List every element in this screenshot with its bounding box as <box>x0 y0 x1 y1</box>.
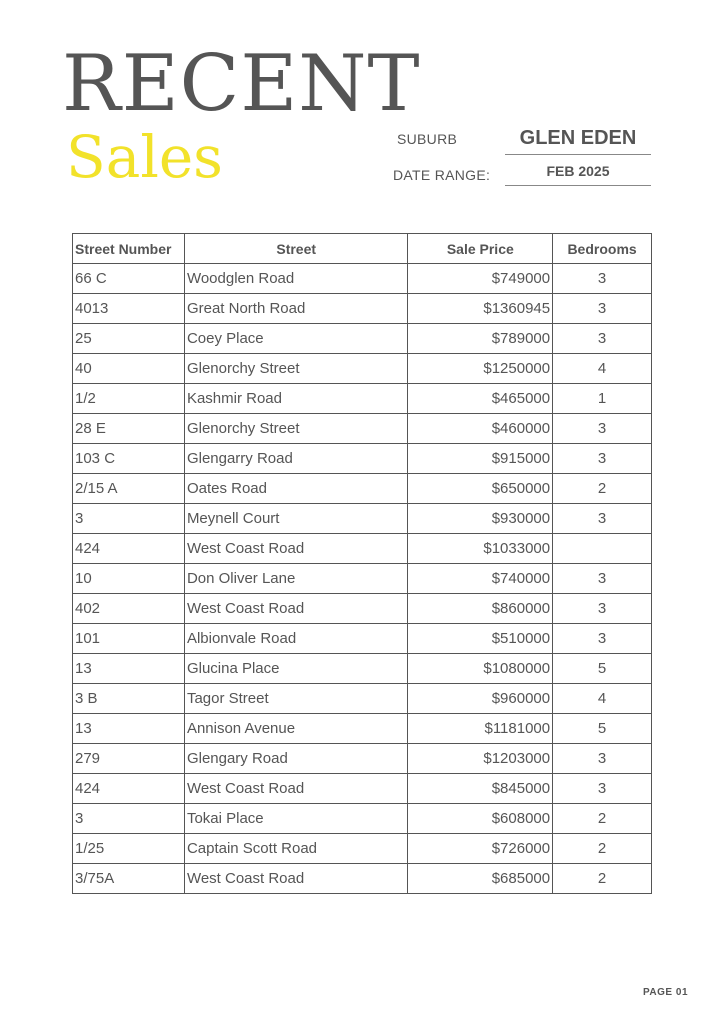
street-cell: Captain Scott Road <box>184 834 408 864</box>
street-number-cell: 13 <box>73 654 185 684</box>
table-row <box>73 444 652 474</box>
sale-price-cell: $726000 <box>408 834 553 864</box>
sale-price-cell: $1080000 <box>408 654 553 684</box>
sale-price-cell: $1250000 <box>408 354 553 384</box>
street-cell: West Coast Road <box>184 864 408 894</box>
sale-price-cell: $789000 <box>408 324 553 354</box>
bedrooms-cell: 3 <box>553 624 652 654</box>
sale-price-cell: $1360945 <box>408 294 553 324</box>
page-number: PAGE 01 <box>643 987 688 998</box>
street-cell: Great North Road <box>184 294 408 324</box>
street-cell: Meynell Court <box>184 504 408 534</box>
street-cell: Glengary Road <box>184 744 408 774</box>
header-street: Street <box>184 234 408 264</box>
sale-price-cell: $465000 <box>408 384 553 414</box>
street-cell: West Coast Road <box>184 534 408 564</box>
street-number-cell: 66 C <box>73 264 185 294</box>
table-row <box>73 834 652 864</box>
street-number-cell: 25 <box>73 324 185 354</box>
table-row <box>73 744 652 774</box>
bedrooms-cell: 2 <box>553 834 652 864</box>
street-number-cell: 103 C <box>73 444 185 474</box>
table-row <box>73 414 652 444</box>
bedrooms-cell: 3 <box>553 774 652 804</box>
sales-table <box>72 233 652 894</box>
sale-price-cell: $460000 <box>408 414 553 444</box>
table-row <box>73 294 652 324</box>
street-cell: Annison Avenue <box>184 714 408 744</box>
header-sale-price: Sale Price <box>408 234 553 264</box>
sale-price-cell: $650000 <box>408 474 553 504</box>
sale-price-cell: $685000 <box>408 864 553 894</box>
table-row <box>73 804 652 834</box>
sale-price-cell: $510000 <box>408 624 553 654</box>
bedrooms-cell: 3 <box>553 504 652 534</box>
header-street-number: Street Number <box>73 234 185 264</box>
date-range-value: FEB 2025 <box>505 160 651 186</box>
sale-price-cell: $915000 <box>408 444 553 474</box>
street-cell: Kashmir Road <box>184 384 408 414</box>
street-number-cell: 424 <box>73 774 185 804</box>
street-cell: Albionvale Road <box>184 624 408 654</box>
table-row <box>73 864 652 894</box>
bedrooms-cell: 3 <box>553 744 652 774</box>
street-cell: Oates Road <box>184 474 408 504</box>
street-number-cell: 28 E <box>73 414 185 444</box>
street-cell: Glenorchy Street <box>184 354 408 384</box>
street-number-cell: 402 <box>73 594 185 624</box>
table-row <box>73 714 652 744</box>
table-row <box>73 774 652 804</box>
sales-table-body <box>73 264 652 894</box>
street-number-cell: 10 <box>73 564 185 594</box>
suburb-label: SUBURB <box>397 131 458 147</box>
street-number-cell: 3 <box>73 504 185 534</box>
title-recent: RECENT <box>62 39 421 129</box>
bedrooms-cell: 3 <box>553 294 652 324</box>
table-row <box>73 504 652 534</box>
street-number-cell: 279 <box>73 744 185 774</box>
sale-price-cell: $1181000 <box>408 714 553 744</box>
street-number-cell: 3 B <box>73 684 185 714</box>
bedrooms-cell: 3 <box>553 444 652 474</box>
bedrooms-cell: 1 <box>553 384 652 414</box>
bedrooms-cell: 3 <box>553 414 652 444</box>
sale-price-cell: $749000 <box>408 264 553 294</box>
table-header-row <box>73 234 652 264</box>
sale-price-cell: $608000 <box>408 804 553 834</box>
street-number-cell: 3 <box>73 804 185 834</box>
street-cell: West Coast Road <box>184 594 408 624</box>
bedrooms-cell: 2 <box>553 864 652 894</box>
header-bedrooms: Bedrooms <box>553 234 652 264</box>
sale-price-cell: $845000 <box>408 774 553 804</box>
date-range-label: DATE RANGE: <box>393 167 491 183</box>
table-row <box>73 624 652 654</box>
street-number-cell: 1/2 <box>73 384 185 414</box>
bedrooms-cell: 3 <box>553 594 652 624</box>
street-number-cell: 13 <box>73 714 185 744</box>
street-number-cell: 1/25 <box>73 834 185 864</box>
bedrooms-cell <box>553 534 652 564</box>
bedrooms-cell: 2 <box>553 804 652 834</box>
sale-price-cell: $930000 <box>408 504 553 534</box>
table-row <box>73 384 652 414</box>
bedrooms-cell: 2 <box>553 474 652 504</box>
street-number-cell: 101 <box>73 624 185 654</box>
table-row <box>73 534 652 564</box>
sale-price-cell: $960000 <box>408 684 553 714</box>
suburb-value: GLEN EDEN <box>505 124 651 155</box>
table-row <box>73 654 652 684</box>
street-number-cell: 2/15 A <box>73 474 185 504</box>
street-number-cell: 40 <box>73 354 185 384</box>
table-row <box>73 324 652 354</box>
sale-price-cell: $1033000 <box>408 534 553 564</box>
street-cell: Coey Place <box>184 324 408 354</box>
bedrooms-cell: 4 <box>553 354 652 384</box>
bedrooms-cell: 4 <box>553 684 652 714</box>
bedrooms-cell: 3 <box>553 264 652 294</box>
street-number-cell: 4013 <box>73 294 185 324</box>
street-cell: Glengarry Road <box>184 444 408 474</box>
street-cell: Don Oliver Lane <box>184 564 408 594</box>
sale-price-cell: $740000 <box>408 564 553 594</box>
title-sales: Sales <box>66 123 223 191</box>
street-cell: West Coast Road <box>184 774 408 804</box>
street-number-cell: 424 <box>73 534 185 564</box>
table-row <box>73 564 652 594</box>
table-row <box>73 354 652 384</box>
sale-price-cell: $860000 <box>408 594 553 624</box>
bedrooms-cell: 3 <box>553 564 652 594</box>
table-row <box>73 684 652 714</box>
bedrooms-cell: 3 <box>553 324 652 354</box>
table-row <box>73 264 652 294</box>
street-cell: Woodglen Road <box>184 264 408 294</box>
bedrooms-cell: 5 <box>553 654 652 684</box>
street-cell: Glucina Place <box>184 654 408 684</box>
street-cell: Glenorchy Street <box>184 414 408 444</box>
sale-price-cell: $1203000 <box>408 744 553 774</box>
street-number-cell: 3/75A <box>73 864 185 894</box>
street-cell: Tagor Street <box>184 684 408 714</box>
table-row <box>73 474 652 504</box>
table-row <box>73 594 652 624</box>
street-cell: Tokai Place <box>184 804 408 834</box>
bedrooms-cell: 5 <box>553 714 652 744</box>
